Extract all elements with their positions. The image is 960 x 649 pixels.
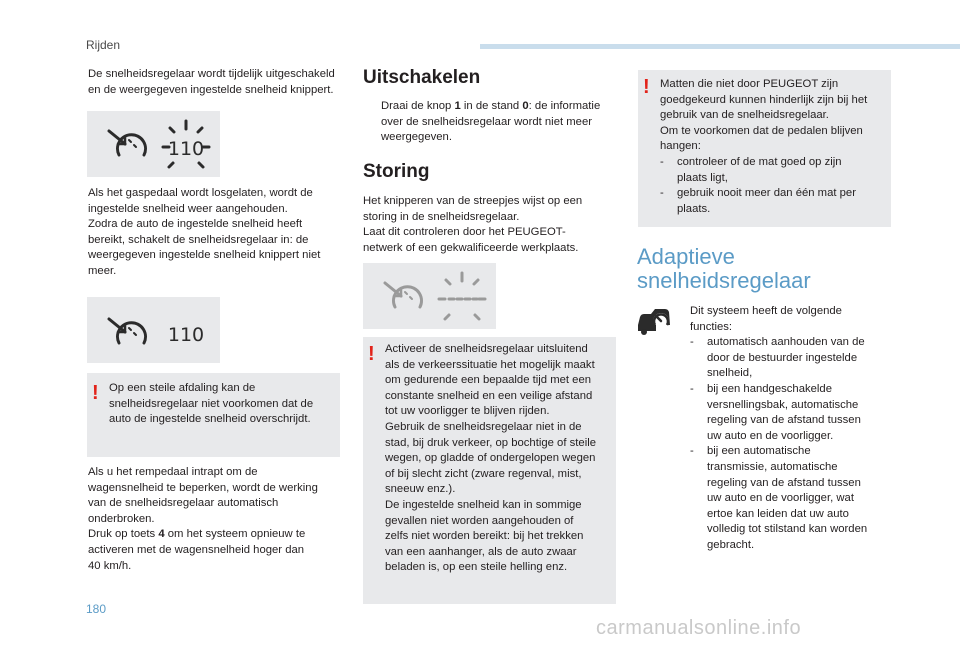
list-item: - controleer of de mat goed op zijn plaats ligt,: [660, 155, 842, 184]
list-item: - gebruik nooit meer dan één mat per plaats.: [660, 187, 856, 215]
paragraph-accelerator-released: Als het gaspedaal wordt losgelaten, wordt de ingestelde snelheid weer aangehouden. Zodra de auto de ingestelde snelheid heeft bereikt, schakelt de snelheidsregelaar in: de weergegeven ingestelde snelheid knippert niet meer.: [88, 187, 321, 277]
speed-fault-illustration: [363, 263, 496, 329]
warning-descent: ! Op een steile afdaling kan de snelheidsregelaar niet voorkomen dat de auto de ingestelde snelheid overschrijdt.: [87, 373, 340, 457]
list-item: - bij een handgeschakelde versnellingsbak, automatische regeling van de afstand tussen uw auto en de voorligger.: [690, 382, 861, 442]
list-item: - bij een automatische transmissie, automatische regeling van de afstand tussen uw auto en de voorligger, wat ertoe kan leiden dat uw auto volledig tot stilstand kan worden gebracht.: [690, 445, 868, 551]
adaptive-cruise-functions: Dit systeem heeft de volgende functies: - automatisch aanhouden van de door de bestuurder ingestelde snelheid, - bij een handgeschakelde versnellingsbak, automatische regeling van de afstand tussen uw auto en de voorligger. - bij een automatische transmissie, automatische regeling van de afstand tussen uw auto en de voorligger, wat ertoe kan leiden dat uw auto volledig tot stilstand kan worden gebracht.: [690, 304, 890, 554]
bullet-switch-off: Draai de knop 1 in de stand 0: de informatie over de snelheidsregelaar wordt niet meer weergegeven.: [381, 100, 601, 144]
list-item: - automatisch aanhouden van de door de bestuurder ingestelde snelheid,: [690, 336, 865, 380]
speedometer-steady-icon: [87, 297, 220, 363]
watermark: carmanualsonline.info: [596, 617, 802, 639]
svg-text:110: 110: [167, 324, 205, 346]
speed-steady-illustration: [87, 297, 220, 363]
svg-text:110: 110: [167, 138, 205, 160]
paragraph-fault: Het knipperen van de streepjes wijst op een storing in de snelheidsregelaar. Laat dit controleren door het PEUGEOT- netwerk of een gekwalificeerde werkplaats.: [363, 195, 583, 254]
warning-exclamation-icon: !: [643, 76, 650, 98]
header-bar: [480, 44, 960, 49]
heading-adaptive-cruise: Adaptieve snelheidsregelaar: [637, 244, 811, 293]
warning-exclamation-icon: !: [92, 382, 99, 404]
section-label: Rijden: [86, 38, 121, 52]
adaptive-cruise-car-icon: [636, 305, 672, 337]
speedometer-flashing-icon: [87, 111, 220, 177]
warning-usage: ! Activeer de snelheidsregelaar uitsluitend als de verkeerssituatie het mogelijk maakt om gedurende een bepaalde tijd met een constante snelheid en een veilige afstand tot uw voorligger te blijven rijden. Gebruik de snelheidsregelaar niet in de stad, bij druk verkeer, op bochtige of steile wegen, op gladde of ondergelopen wegen of bij slecht zicht (zware regenval, mist, sneeuw enz.). De ingestelde snelheid kan in sommige gevallen niet worden aangehouden of zelfs niet worden bereikt: bij het trekken van een aanhanger, als de auto zwaar beladen is, op een steile helling enz.: [363, 337, 616, 604]
page-number: 180: [86, 602, 107, 616]
heading-storing: Storing: [363, 161, 430, 182]
speed-flashing-illustration: [87, 111, 220, 177]
warning-exclamation-icon: !: [368, 343, 375, 365]
heading-uitschakelen: Uitschakelen: [363, 67, 481, 88]
paragraph-brake-pedal: Als u het rempedaal intrapt om de wagensnelheid te beperken, wordt de werking van de snelheidsregelaar automatisch onderbroken. Druk op toets 4 om het systeem opnieuw te activeren met de wagensnelheid hoger dan 40 km/h.: [88, 466, 318, 572]
paragraph-cruise-suspended: De snelheidsregelaar wordt tijdelijk uitgeschakeld en de weergegeven ingestelde snelheid knippert.: [88, 68, 335, 96]
speedometer-fault-icon: [363, 263, 496, 329]
warning-mats: ! Matten die niet door PEUGEOT zijn goedgekeurd kunnen hinderlijk zijn bij het gebruik van de snelheidsregelaar. Om te voorkomen dat de pedalen blijven hangen: - controleer of de mat goed op zijn plaats ligt, - gebruik nooit meer dan één mat per plaats.: [638, 70, 891, 227]
